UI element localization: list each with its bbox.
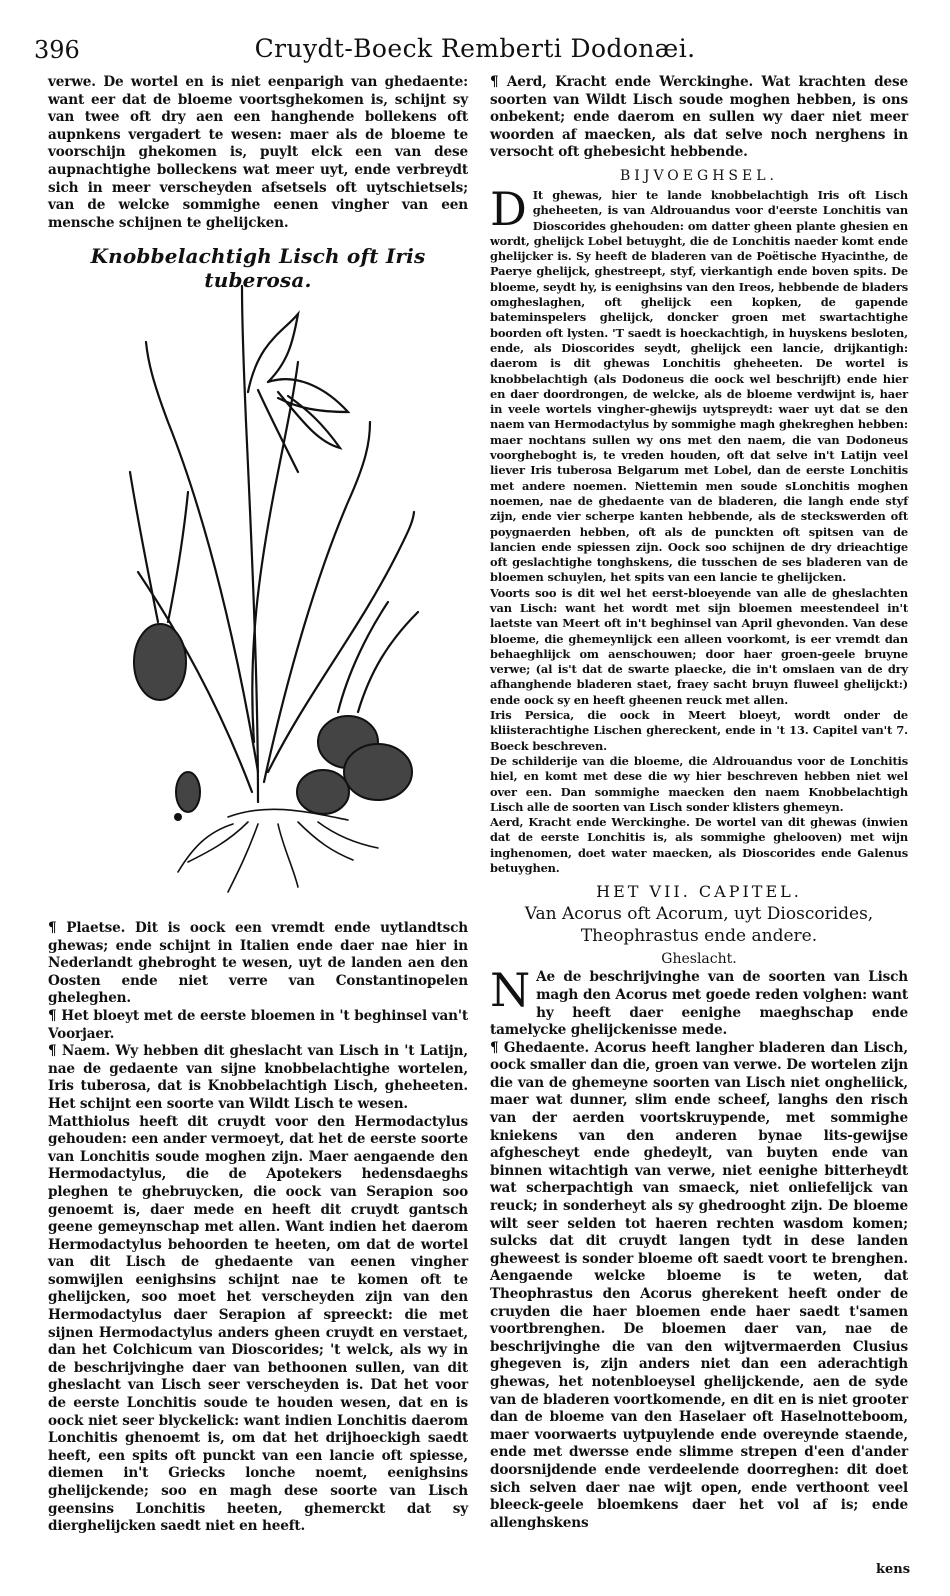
naem-paragraph: ¶ Naem. Wy hebben dit gheslacht van Lisch in 't Latijn, nae de gedaente van sijne knobbelachtighe wortelen, Iris tuberosa, dat is Knobbelachtigh Lisch, gheheeten. Het schijnt een soorte van Wildt Lisch te wesen. [48, 1043, 468, 1112]
chapter-heading: HET VII. CAPITEL. [596, 882, 802, 902]
drop-cap-d: D [490, 181, 527, 236]
iris-tuberosa-woodcut-illustration [108, 272, 458, 902]
bijvoeghsel-paragraph-2: Voorts soo is dit wel het eerst-bloeyende van alle de gheslachten van Lisch: want het wordt met sijn bloemen meestendeel in't laetste van Meert oft in't beghinsel van April ghevonden. Van dese bloeme, die ghemeynlijck een alleen voorkomt, is eer vremdt dan behaeghlijck om aenschouwen; door haer groen-geele bruyne verwe; (al is't dat de swarte plaecke, die in't omslaen van de dry afhanghende bladeren staet, fraey sacht bruyn fluweel ghelijckt:) ende oock sy en heeft gheenen reuck met allen. [490, 585, 908, 707]
bijvoeghsel-paragraph-1 [490, 181, 908, 586]
chapter-subtitle-line-2: Theophrastus ende andere. [580, 926, 818, 947]
ghedaente-paragraph: ¶ Ghedaente. Acorus heeft langher bladeren dan Lisch, oock smaller dan die, groen van verwe. De wortelen zijn die van de ghemeyne soorten van Lisch niet ongheliick, maer wat dunner, slim ende scheef, langhs den risch van der aerden voortskruypende, met sommighe kniekens van den anderen bynae lits-gewijse afghescheyt ende ghedeylt, van buyten ende van binnen witachtigh van verwe, niet eenighe bitterheydt wat scherpachtigh van smaeck, niet onliefelijck van reuck; in sonderheyt als sy ghedrooght zijn. De bloeme wilt seer selden tot haeren rechten wasdom komen; sulcks dat dit cruydt langen tydt in dese landen gheweest is sonder bloeme oft saedt voort te brenghen. Aengaende welcke bloeme is te weten, dat Theophrastus den Acorus gherekent heeft onder de cruyden die haer bloemen ende haer saedt t'samen voortbrenghen. De bloemen daer van, nae de beschrijvinghe die van den wijtvermaerden Clusius ghegeven is, zijn anders niet dan een aderachtigh ghewas, het notenbloeysel ghelijckende, aen de syde van de bladeren voortkomende, en dit en is niet grooter dan de bloeme van den Haselaer oft Haselnotteboom, maer voorwaerts uytpuylende ende overeynde staende, ende met dwersse ende slimme strepen d'een d'ander doorsnijdende ende verdeelende doorreghen: dit doet sich selven daer nae wijt open, ende verthoont veel bleeck-geele bloemkens daer het vol af is; ende allenghskens [490, 1039, 908, 1531]
chapter-paragraph-1 [490, 963, 908, 1039]
gheslacht-heading: Gheslacht. [661, 951, 737, 968]
bijvoeghsel-paragraph-5: Aerd, Kracht ende Werckinghe. De wortel van dit ghewas (inwien dat de eerste Lonchitis is, als sommighe ghelooven) met wijn inghenomen, doet water maecken, als Dioscorides ende Galenus betuyghen. [490, 815, 908, 876]
matthiolus-paragraph: Matthiolus heeft dit cruydt voor den Hermodactylus gehouden: een ander vermoeyt, dat het de eerste soorte van Lonchitis soude moghen zijn. Maer aengaende den Hermodactylus, die de Apotekers hedensdaeghs pleghen te ghebruycken, die oock van Serapion soo genoemt is, daer mede en heeft dit cruydt gantsch geene gemeynschap met allen. Want indien het daerom Hermodactylus behoorden te heeten, om dat de wortel van dit Lisch de ghedaente van eenen vingher somwijlen eenighsins schijnt nae te komen oft te ghelijcken, soo moet het verscheyden zijn van den Hermodactylus daer Serapion af spreeckt: die met sijnen Hermodactylus anders gheen cruydt en verstaet, dan het Colchicum van Dioscorides; 't welck, als wy in de beschrijvinghe daer van bethoonen sullen, van dit gheslacht van Lisch seer verscheyden is. Dat het voor de eerste Lonchitis soude te houden wesen, dat en is oock niet seer blyckelick: want indien Lonchitis daerom Lonchitis ghenoemt is, om dat het drijhoeckigh saedt heeft, een spits oft punckt van een lancie oft spiesse, diemen in't Griecks lonche noemt, eenighsins ghelijckende; soo en magh dese soorte van Lisch geensins Lonchitis heeten, ghemerckt dat sy dierghelijcken saedt niet en heeft. [48, 1113, 468, 1535]
bijvoeghsel-paragraph-4: De schilderije van die bloeme, die Aldrouandus voor de Lonchitis hiel, en komt met dese die wy hier beschreven hebben niet wel over een. Dan sommighe maecken den naem Knobbelachtigh Lisch alle de soorten van Lisch sonder klisters ghemeyn. [490, 753, 908, 814]
tijdt-paragraph: ¶ Het bloeyt met de eerste bloemen in 't beghinsel van't Voorjaer. [48, 1007, 468, 1042]
running-title: Cruydt-Boeck Remberti Dodonæi. [254, 34, 696, 63]
page-number: 396 [34, 36, 80, 64]
left-column-top [48, 74, 468, 292]
bijvoeghsel-heading: BIJVOEGHSEL. [620, 167, 778, 184]
drop-cap-n: N [490, 963, 531, 1018]
intro-paragraph: verwe. De wortel en is niet eenparigh van ghedaente: want eer dat de bloeme voortsghekomen is, schijnt sy van twee oft dry aen een hanghende bollekens oft aupnkens vergadert te wesen: maer als de bloeme te voorschijn ghekomen is, puylt elck een van dese aupnachtighe bolleckens wat meer uyt, ende verbreydt sich in meer verscheyden afsetsels oft uytschietsels; van de welcke sommighe eenen vingher van een mensche schijnen te ghelijcken. [48, 74, 468, 231]
chapter-subtitle-line-1: Van Acorus oft Acorum, uyt Dioscorides, [524, 904, 874, 925]
bijvoeghsel-text-1: It ghewas, hier te lande knobbelachtigh Iris oft Lisch gheheeten, is van Aldrouandus voor d'eerste Lonchitis van Dioscorides ghehouden: om datter gheen plante ghesien en wordt, ghelijck Lobel betuyght, die de Lonchitis naeder komt ende ghelijcker is. Sy heeft de bladeren van de Poëtische Hyacinthe, de Paerye ghelijck, ghestreept, styf, vierkantigh ende boven spits. De bloeme, seydt hy, is eenighsins van den Ireos, hebbende de bladers omgheslaghen, oft ghelijck een kopken, de gapende bateminspelers ghelijck, doncker groen met swartachtighe boorden oft lysten. 'T saedt is hoeckachtigh, in huyskens besloten, ende, als Dioscorides seydt, ghelijck een lancie, drijkantigh: daerom is dit ghewas Lonchitis gheheeten. De wortel is knobbelachtigh (als Dodoneus die oock wel beschrijft) ende hier en daer doordrongen, de welcke, als de bloeme verdwijnt is, haer in veele wortels vingher-ghewijs uytspreydt: waer uyt dat se den naem van Hermodactylus by sommighe magh ghekreghen hebben: maer nochtans sullen wy ons met den naem, die van Dodoneus voorgheboght is, te vreden houden, oft dat selve in't Latijn veel liever Iris tuberosa Belgarum met Lobel, dan de eerste Lonchitis met andere noemen. Niettemin men soude sLonchitis moghen noemen, nae de ghedaente van de bladeren, die langh ende styf zijn, ende vier scherpe kanten hebbende, als de steckswerden oft poygnaerden hebben, oft als de punckten oft spitsen van de lancien ende spiessen zijn. Oock soo schijnen de dry drieachtige oft geslachtighe tonghskens, die tusschen de ses bladeren van de bloemen schuylen, het spits van een lancie te ghelijcken. [490, 187, 908, 585]
bijvoeghsel-paragraph-3: Iris Persica, die oock in Meert bloeyt, wordt onder de kliisterachtighe Lischen ghereckent, ende in 't 13. Capitel van't 7. Boeck beschreven. [490, 708, 908, 753]
aerd-paragraph: ¶ Aerd, Kracht ende Werckinghe. Wat krachten dese soorten van Wildt Lisch soude moghen hebben, is ons onbekent; ende daerom en sullen wy daer niet meer woorden af maecken, als dat selve noch nerghens in versocht oft ghebesicht hebbende. [490, 74, 908, 161]
chapter-text-1: Ae de beschrijvinghe van de soorten van Lisch magh den Acorus met goede reden volghen: want hy heeft daer eenighe maeghschap ende tamelycke ghelijckenisse mede. [490, 969, 908, 1039]
right-column [490, 74, 908, 1532]
catchword: kens [876, 1562, 911, 1577]
left-column-bottom [48, 920, 468, 1536]
plant-subtitle: Knobbelachtigh Lisch oft Iris tuberosa. [90, 244, 426, 293]
plaetse-paragraph: ¶ Plaetse. Dit is oock een vremdt ende uytlandtsch ghewas; ende schijnt in Italien ende daer nae hier in Nederlandt ghebroght te wesen, uyt de landen aen den Oosten ende niet verre van Constantinopelen gheleghen. [48, 920, 468, 1007]
